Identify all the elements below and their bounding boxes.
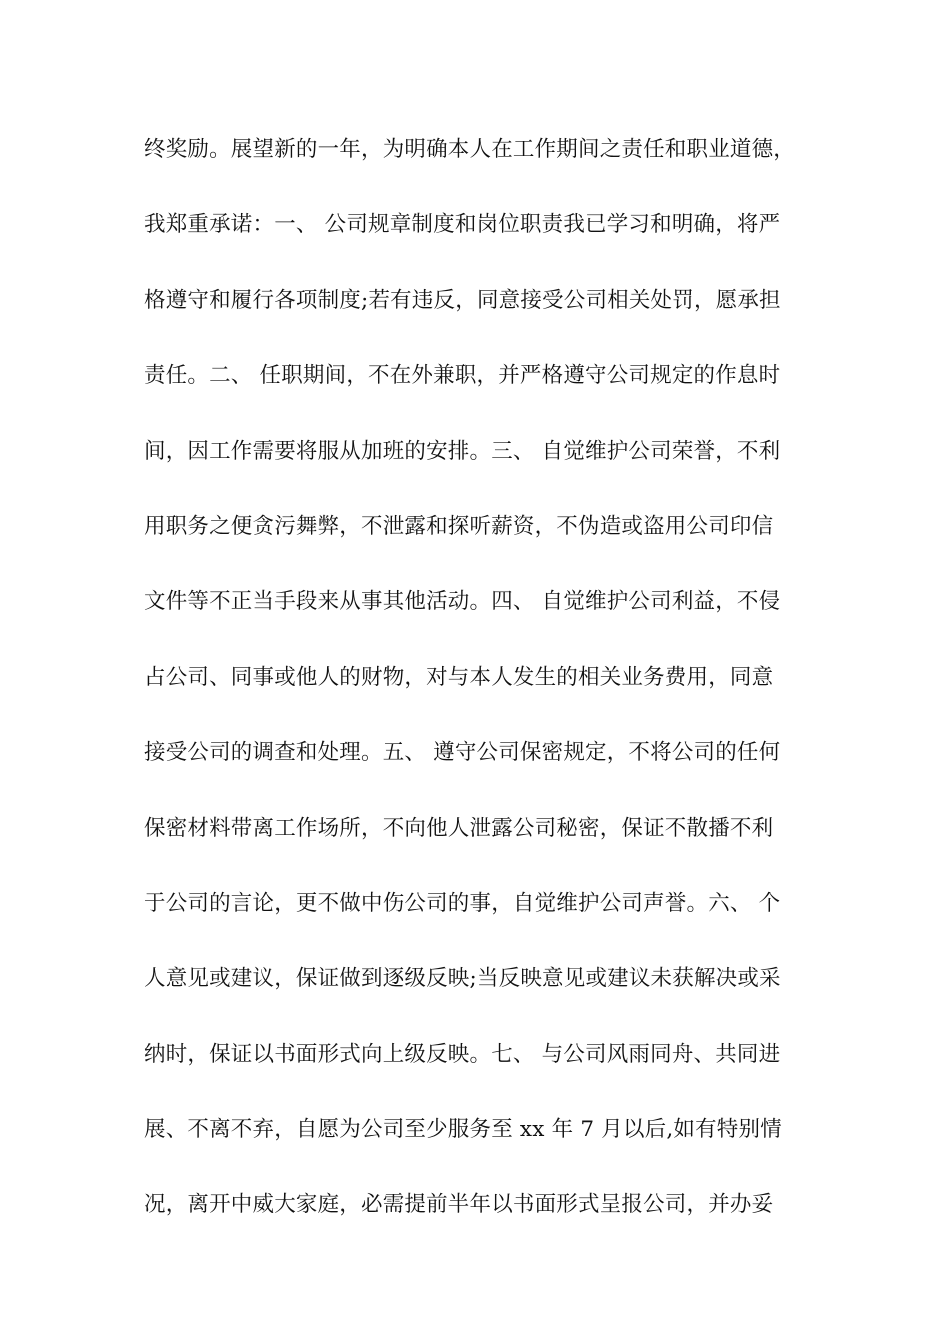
text-line: 格遵守和履行各项制度;若有违反，同意接受公司相关处罚，愿承担 (144, 287, 781, 313)
text-line: 终奖励。展望新的一年，为明确本人在工作期间之责任和职业道德， (144, 137, 796, 162)
text-line: 人意见或建议，保证做到逐级反映;当反映意见或建议未获解决或采 (144, 966, 781, 992)
text-line: 文件等不正当手段来从事其他活动。四、 自觉维护公司利益，不侵 (144, 589, 781, 615)
text-line: 占公司、同事或他人的财物，对与本人发生的相关业务费用，同意 (144, 664, 774, 690)
text-line: 于公司的言论，更不做中伤公司的事，自觉维护公司声誉。六、 个 (144, 890, 781, 916)
text-line: 我郑重承诺：一、 公司规章制度和岗位职责我已学习和明确，将严 (144, 212, 781, 238)
document-body (144, 128, 824, 1259)
text-line: 接受公司的调查和处理。五、 遵守公司保密规定，不将公司的任何 (144, 740, 781, 766)
text-line: 展、不离不弃，自愿为公司至少服务至 xx 年 7 月以后,如有特别情 (144, 1117, 782, 1143)
text-line: 间，因工作需要将服从加班的安排。三、 自觉维护公司荣誉，不利 (144, 438, 781, 464)
text-line: 况，离开中威大家庭，必需提前半年以书面形式呈报公司，并办妥 (144, 1192, 774, 1218)
text-line: 保密材料带离工作场所，不向他人泄露公司秘密，保证不散播不利 (144, 815, 774, 841)
text-line: 用职务之便贪污舞弊，不泄露和探听薪资，不伪造或盗用公司印信 (144, 513, 774, 539)
text-line: 纳时，保证以书面形式向上级反映。七、 与公司风雨同舟、共同进 (144, 1041, 781, 1067)
text-line: 责任。二、 任职期间，不在外兼职，并严格遵守公司规定的作息时 (144, 363, 781, 389)
